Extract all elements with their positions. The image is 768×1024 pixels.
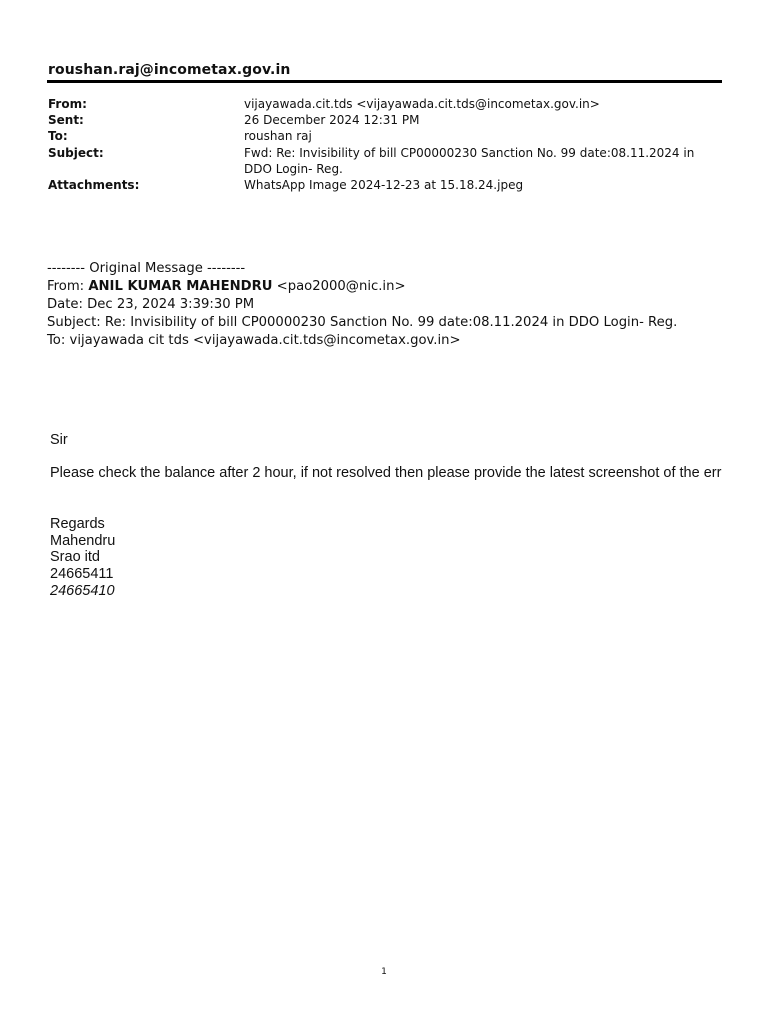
from-label: From:: [48, 97, 87, 111]
original-date-line: Date: Dec 23, 2024 3:39:30 PM: [47, 296, 255, 312]
message-text: Please check the balance after 2 hour, if not resolved then please provide the latest screenshot of the err: [50, 465, 722, 482]
attachments-row: [48, 177, 718, 193]
to-value: roushan raj: [244, 129, 312, 144]
to-row: [48, 128, 718, 144]
subject-label: Subject:: [48, 145, 104, 160]
email-header: [48, 96, 718, 193]
salutation: Sir: [50, 432, 68, 448]
signature-phone-2: 24665410: [50, 582, 115, 599]
sent-row: [48, 112, 718, 128]
signature-phone-1: 24665411: [50, 566, 114, 583]
original-message-separator: -------- Original Message --------: [47, 261, 246, 276]
subject-row: [48, 145, 718, 177]
page-number: 1: [381, 967, 387, 977]
sent-value: 26 December 2024 12:31 PM: [244, 113, 420, 128]
original-from-prefix: From:: [47, 278, 89, 294]
signature-designation: Srao itd: [50, 549, 100, 566]
original-subject-line: Subject: Re: Invisibility of bill CP00000230 Sanction No. 99 date:08.11.2024 in DDO Login- Reg.: [47, 314, 678, 330]
subject-value: Fwd: Re: Invisibility of bill CP00000230 Sanction No. 99 date:08.11.2024 in DDO Login- Reg.: [244, 145, 695, 176]
attachment-file[interactable]: WhatsApp Image 2024-12-23 at 15.18.24.jpeg: [244, 178, 524, 193]
original-sender-name: ANIL KUMAR MAHENDRU: [88, 278, 273, 294]
message-body: [50, 432, 721, 600]
original-message: [47, 260, 747, 350]
signature-name: Mahendru: [50, 532, 116, 549]
original-from-line: [47, 278, 747, 296]
header-divider: [47, 80, 722, 83]
regards: Regards: [50, 515, 105, 532]
from-row: [48, 96, 718, 112]
original-sender-email[interactable]: <pao2000@nic.in>: [272, 278, 406, 294]
attachments-label: Attachments:: [48, 178, 140, 193]
original-to-line: To: vijayawada cit tds <vijayawada.cit.tds@incometax.gov.in>: [47, 332, 461, 348]
to-label: To:: [48, 129, 68, 144]
account-email: roushan.raj@incometax.gov.in: [48, 62, 291, 78]
from-value: vijayawada.cit.tds <vijayawada.cit.tds@incometax.gov.in>: [244, 97, 600, 111]
sent-label: Sent:: [48, 113, 84, 128]
